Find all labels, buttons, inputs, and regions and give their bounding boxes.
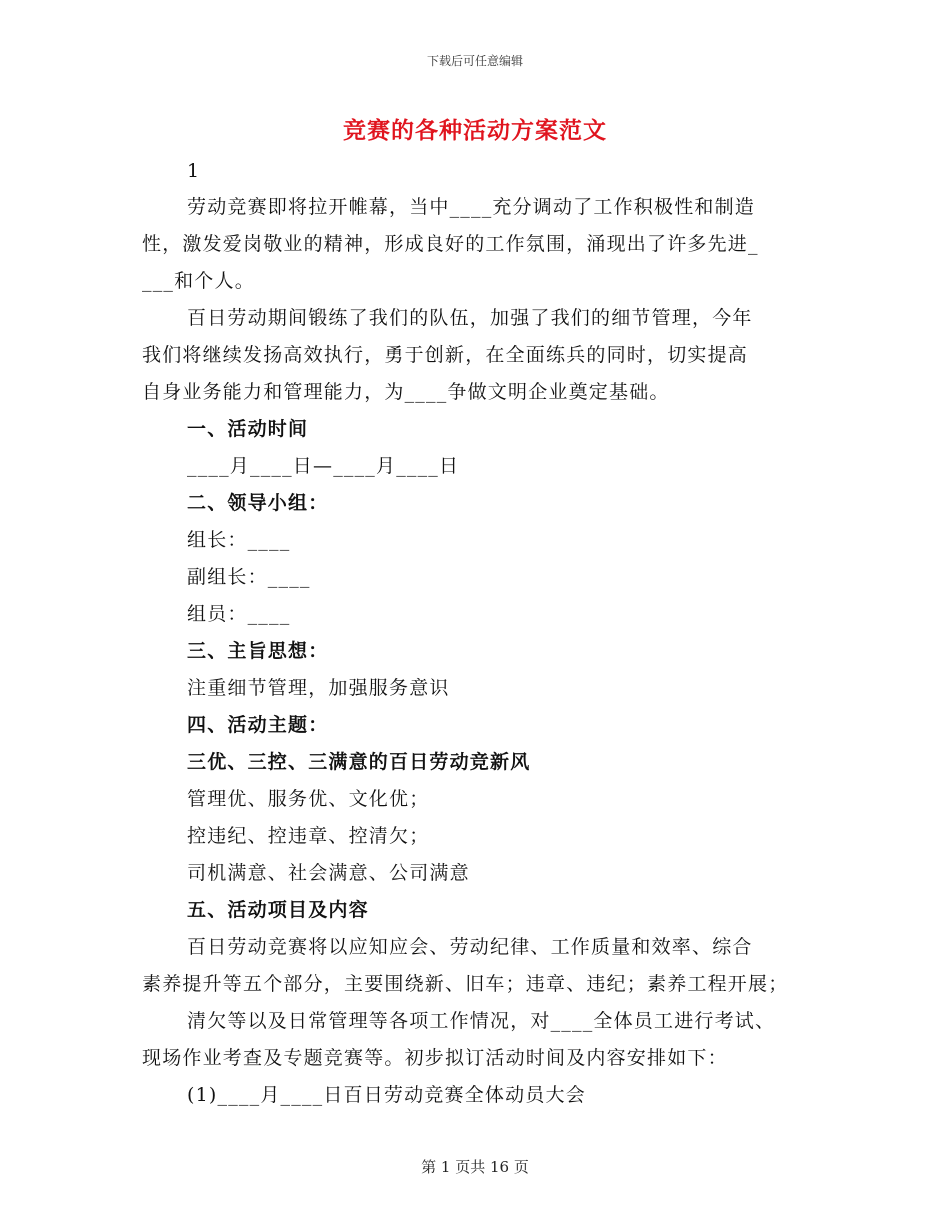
paragraph-line: ___和个人。 [142,270,255,292]
section-heading: 三、主旨思想： [187,640,329,662]
paragraph-line: 自身业务能力和管理能力，为____争做文明企业奠定基础。 [142,381,670,403]
section-number: 1 [187,160,201,182]
paragraph-line: 性，激发爱岗敬业的精神，形成良好的工作氛围，涌现出了许多先进_ [142,233,759,255]
theme-heading: 三优、三控、三满意的百日劳动竞新风 [187,751,531,773]
paragraph-line: ____月____日—____月____日 [187,455,460,477]
paragraph-line: 素养提升等五个部分，主要围绕新、旧车；违章、违纪；素养工程开展； [142,973,789,995]
section-heading: 二、领导小组： [187,492,329,514]
paragraph-line: (1)____月____日百日劳动竞赛全体动员大会 [187,1084,586,1106]
section-heading: 五、活动项目及内容 [187,899,369,921]
paragraph-line: 现场作业考查及专题竞赛等。初步拟订活动时间及内容安排如下： [142,1047,728,1069]
section-heading: 一、活动时间 [187,418,309,440]
page-footer: 第 1 页共 16 页 [421,1158,529,1176]
paragraph-line: 注重细节管理，加强服务意识 [187,677,450,699]
document-title: 竞赛的各种活动方案范文 [343,117,607,144]
paragraph-line: 司机满意、社会满意、公司满意 [187,862,470,884]
header-note: 下载后可任意编辑 [426,54,523,68]
paragraph-line: 清欠等以及日常管理等各项工作情况，对____全体员工进行考试、 [187,1010,776,1032]
paragraph-line: 百日劳动期间锻练了我们的队伍，加强了我们的细节管理，今年 [187,307,753,329]
section-heading: 四、活动主题： [187,714,329,736]
paragraph-line: 控违纪、控违章、控清欠； [187,825,430,847]
paragraph-line: 管理优、服务优、文化优； [187,788,430,810]
paragraph-line: 劳动竞赛即将拉开帷幕，当中____充分调动了工作积极性和制造 [187,196,756,218]
paragraph-line: 百日劳动竞赛将以应知应会、劳动纪律、工作质量和效率、综合 [187,936,753,958]
paragraph-line: 我们将继续发扬高效执行，勇于创新，在全面练兵的同时，切实提高 [142,344,749,366]
paragraph-line: 组员：____ [187,603,291,625]
paragraph-line: 副组长：____ [187,566,311,588]
paragraph-line: 组长：____ [187,529,291,551]
